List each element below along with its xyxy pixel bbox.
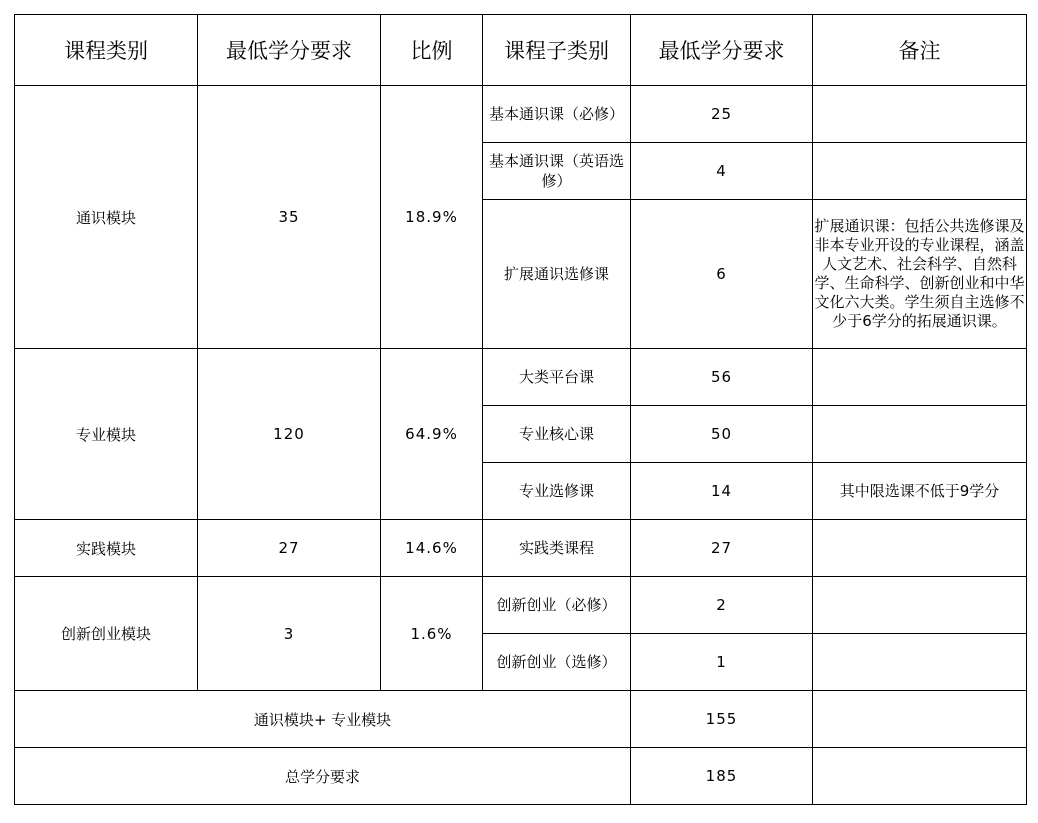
credit-requirements-table (14, 14, 1027, 805)
sub-credits-cell: 25 (631, 86, 813, 143)
category-credits-cell: 27 (198, 520, 381, 577)
subcategory-cell: 专业核心课 (483, 406, 631, 463)
subcategory-cell: 创新创业（必修） (483, 577, 631, 634)
category-credits-cell: 120 (198, 349, 381, 520)
total-label-cell: 通识模块+ 专业模块 (15, 691, 631, 748)
note-cell (813, 406, 1027, 463)
subcategory-cell: 专业选修课 (483, 463, 631, 520)
note-cell (813, 691, 1027, 748)
header-row (15, 15, 1027, 86)
subcategory-cell: 实践类课程 (483, 520, 631, 577)
category-credits-cell: 3 (198, 577, 381, 691)
sub-credits-cell: 56 (631, 349, 813, 406)
sub-credits-cell: 27 (631, 520, 813, 577)
header-ratio: 比例 (381, 15, 483, 86)
sub-credits-cell: 4 (631, 143, 813, 200)
note-cell: 扩展通识课：包括公共选修课及非本专业开设的专业课程，涵盖人文艺术、社会科学、自然科学、生命科学、创新创业和中华文化六大类。学生须自主选修不少于6学分的拓展通识课。 (813, 200, 1027, 349)
subcategory-cell: 大类平台课 (483, 349, 631, 406)
note-cell (813, 520, 1027, 577)
ratio-cell: 1.6% (381, 577, 483, 691)
note-cell (813, 577, 1027, 634)
subcategory-cell: 基本通识课（必修） (483, 86, 631, 143)
note-cell (813, 143, 1027, 200)
total-credits-cell: 155 (631, 691, 813, 748)
sub-credits-cell: 50 (631, 406, 813, 463)
ratio-cell: 18.9% (381, 86, 483, 349)
note-cell: 其中限选课不低于9学分 (813, 463, 1027, 520)
category-cell: 通识模块 (15, 86, 198, 349)
sub-credits-cell: 2 (631, 577, 813, 634)
total-label-cell: 总学分要求 (15, 748, 631, 805)
note-cell (813, 748, 1027, 805)
header-sub-min-credits: 最低学分要求 (631, 15, 813, 86)
note-cell (813, 349, 1027, 406)
table-row (15, 520, 1027, 577)
category-credits-cell: 35 (198, 86, 381, 349)
sub-credits-cell: 14 (631, 463, 813, 520)
table-row (15, 577, 1027, 634)
subcategory-cell: 基本通识课（英语选修） (483, 143, 631, 200)
table-row (15, 86, 1027, 143)
subcategory-cell: 扩展通识选修课 (483, 200, 631, 349)
total-credits-cell: 185 (631, 748, 813, 805)
note-cell (813, 634, 1027, 691)
header-category: 课程类别 (15, 15, 198, 86)
category-cell: 专业模块 (15, 349, 198, 520)
sub-credits-cell: 1 (631, 634, 813, 691)
category-cell: 创新创业模块 (15, 577, 198, 691)
sub-credits-cell: 6 (631, 200, 813, 349)
header-subcategory: 课程子类别 (483, 15, 631, 86)
total-row (15, 691, 1027, 748)
ratio-cell: 14.6% (381, 520, 483, 577)
subcategory-cell: 创新创业（选修） (483, 634, 631, 691)
header-notes: 备注 (813, 15, 1027, 86)
ratio-cell: 64.9% (381, 349, 483, 520)
table-row (15, 349, 1027, 406)
note-cell (813, 86, 1027, 143)
total-row (15, 748, 1027, 805)
category-cell: 实践模块 (15, 520, 198, 577)
header-min-credits: 最低学分要求 (198, 15, 381, 86)
